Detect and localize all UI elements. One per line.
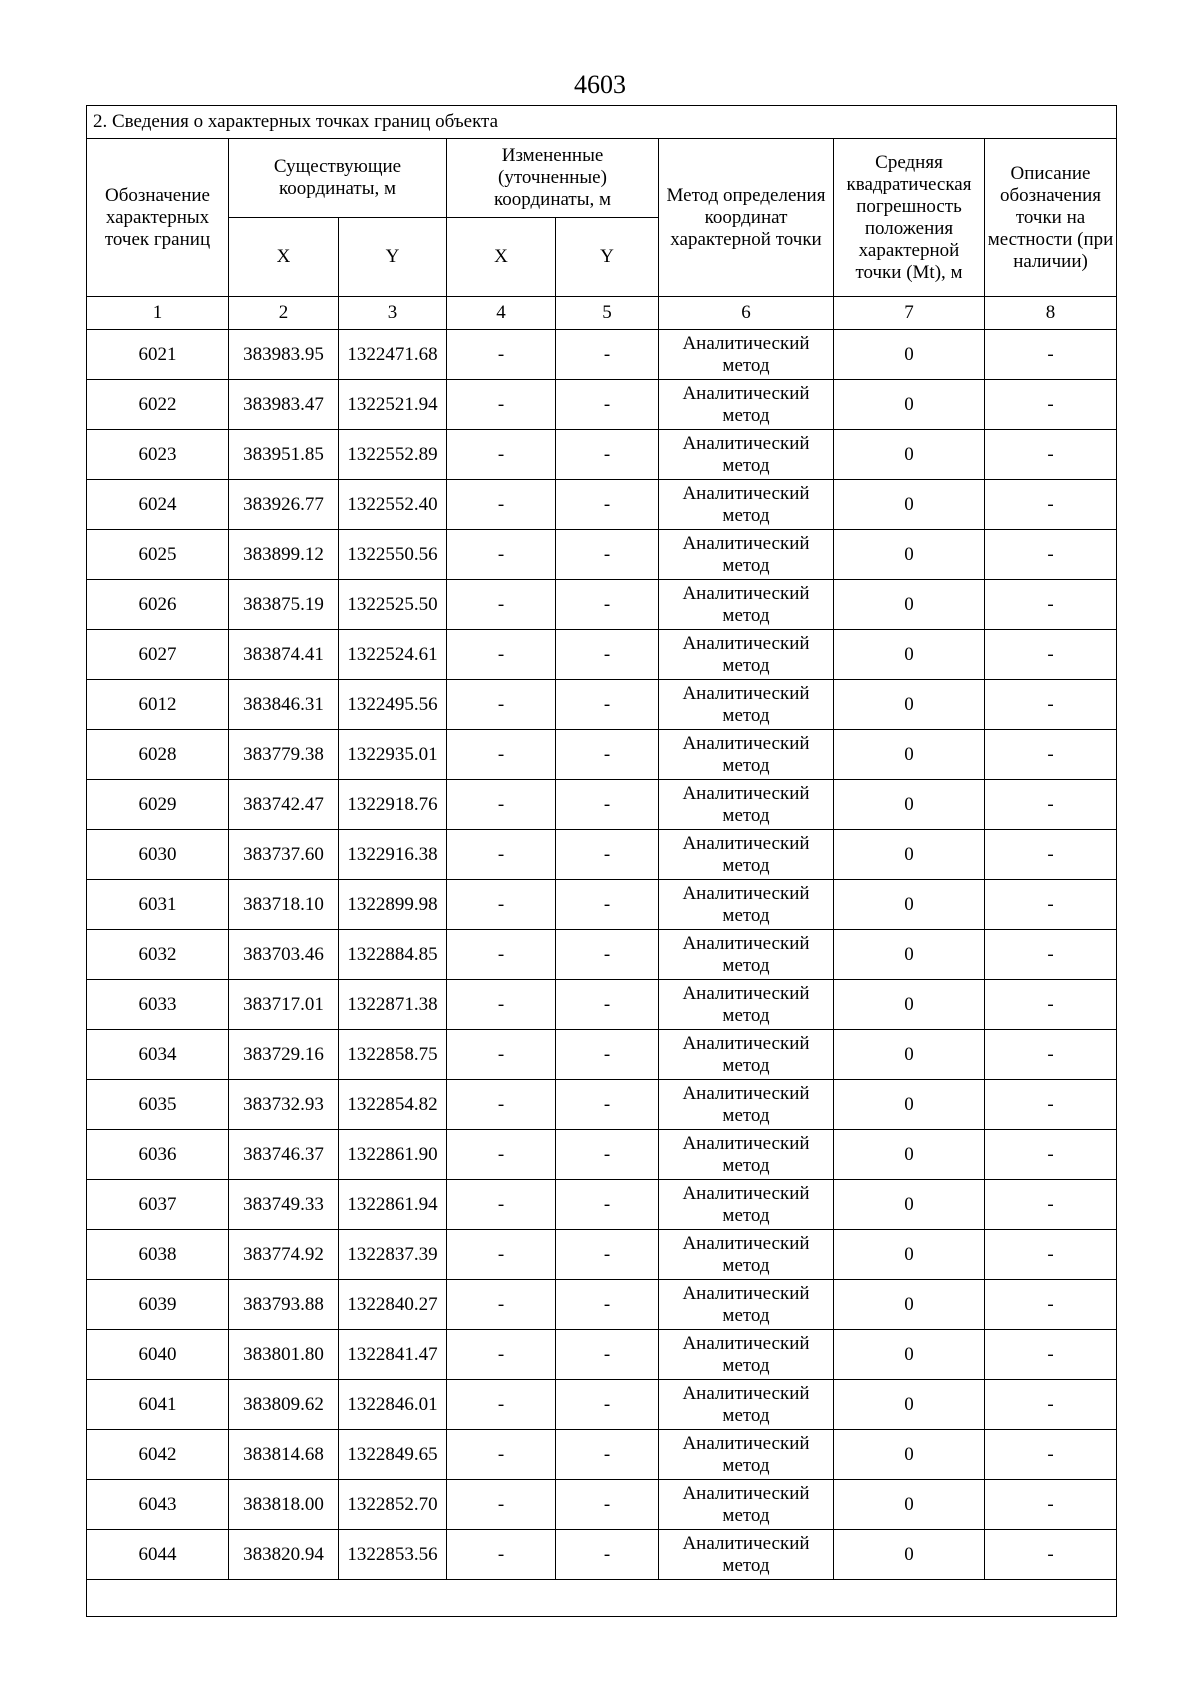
table-row	[87, 730, 1117, 780]
existing-x-cell: 383774.92	[229, 1230, 339, 1280]
description-cell: -	[985, 330, 1117, 380]
point-cell: 6041	[87, 1380, 229, 1430]
page-number: 4603	[574, 70, 626, 99]
table-row	[87, 780, 1117, 830]
existing-x-cell: 383846.31	[229, 680, 339, 730]
table-row	[87, 330, 1117, 380]
description-cell: -	[985, 1530, 1117, 1580]
changed-x-cell: -	[447, 480, 556, 530]
empty-footer-cell	[87, 1580, 1117, 1617]
column-number: 8	[985, 297, 1117, 330]
accuracy-cell: 0	[834, 380, 985, 430]
accuracy-cell: 0	[834, 1430, 985, 1480]
changed-y-cell: -	[556, 380, 659, 430]
method-cell: Аналитический метод	[659, 1180, 834, 1230]
existing-y-cell: 1322861.90	[339, 1130, 447, 1180]
changed-x-cell: -	[447, 530, 556, 580]
changed-y-cell: -	[556, 1330, 659, 1380]
method-cell: Аналитический метод	[659, 1130, 834, 1180]
section-title: 2. Сведения о характерных точках границ объекта	[87, 106, 1117, 139]
existing-x-cell: 383820.94	[229, 1530, 339, 1580]
changed-x-cell: -	[447, 1230, 556, 1280]
existing-x-cell: 383875.19	[229, 580, 339, 630]
existing-y-cell: 1322840.27	[339, 1280, 447, 1330]
existing-x-cell: 383717.01	[229, 980, 339, 1030]
method-cell: Аналитический метод	[659, 480, 834, 530]
existing-x-cell: 383703.46	[229, 930, 339, 980]
description-cell: -	[985, 1030, 1117, 1080]
changed-x-cell: -	[447, 1530, 556, 1580]
method-cell: Аналитический метод	[659, 530, 834, 580]
column-number-row	[87, 297, 1117, 330]
table-row	[87, 430, 1117, 480]
method-cell: Аналитический метод	[659, 580, 834, 630]
description-cell: -	[985, 780, 1117, 830]
changed-x-cell: -	[447, 1180, 556, 1230]
existing-x-cell: 383814.68	[229, 1430, 339, 1480]
existing-x-cell: 383809.62	[229, 1380, 339, 1430]
changed-y-cell: -	[556, 930, 659, 980]
changed-x-cell: -	[447, 980, 556, 1030]
existing-y-cell: 1322471.68	[339, 330, 447, 380]
method-cell: Аналитический метод	[659, 1230, 834, 1280]
description-cell: -	[985, 1080, 1117, 1130]
boundary-points-table	[86, 105, 1117, 1617]
accuracy-cell: 0	[834, 680, 985, 730]
accuracy-cell: 0	[834, 1380, 985, 1430]
table-row	[87, 530, 1117, 580]
description-cell: -	[985, 1430, 1117, 1480]
table-row	[87, 680, 1117, 730]
header-point: Обозначение характерных точек границ	[87, 139, 229, 297]
method-cell: Аналитический метод	[659, 630, 834, 680]
existing-y-cell: 1322918.76	[339, 780, 447, 830]
point-cell: 6027	[87, 630, 229, 680]
table-row	[87, 1480, 1117, 1530]
existing-x-cell: 383983.47	[229, 380, 339, 430]
point-cell: 6038	[87, 1230, 229, 1280]
existing-y-cell: 1322552.89	[339, 430, 447, 480]
changed-y-cell: -	[556, 430, 659, 480]
changed-y-cell: -	[556, 480, 659, 530]
method-cell: Аналитический метод	[659, 830, 834, 880]
table-row	[87, 480, 1117, 530]
existing-x-cell: 383718.10	[229, 880, 339, 930]
existing-x-cell: 383742.47	[229, 780, 339, 830]
changed-y-cell: -	[556, 330, 659, 380]
changed-x-cell: -	[447, 1380, 556, 1430]
changed-y-cell: -	[556, 1130, 659, 1180]
accuracy-cell: 0	[834, 1530, 985, 1580]
point-cell: 6039	[87, 1280, 229, 1330]
existing-y-cell: 1322846.01	[339, 1380, 447, 1430]
changed-y-cell: -	[556, 1430, 659, 1480]
header-existing-coords: Существующие координаты, м	[229, 139, 447, 218]
changed-y-cell: -	[556, 880, 659, 930]
table-row	[87, 1180, 1117, 1230]
changed-y-cell: -	[556, 830, 659, 880]
accuracy-cell: 0	[834, 330, 985, 380]
point-cell: 6034	[87, 1030, 229, 1080]
description-cell: -	[985, 730, 1117, 780]
table-row	[87, 980, 1117, 1030]
empty-footer-row	[87, 1580, 1117, 1617]
existing-x-cell: 383749.33	[229, 1180, 339, 1230]
point-cell: 6037	[87, 1180, 229, 1230]
description-cell: -	[985, 680, 1117, 730]
table-row	[87, 1380, 1117, 1430]
existing-y-cell: 1322852.70	[339, 1480, 447, 1530]
description-cell: -	[985, 530, 1117, 580]
point-cell: 6033	[87, 980, 229, 1030]
point-cell: 6040	[87, 1330, 229, 1380]
point-cell: 6028	[87, 730, 229, 780]
accuracy-cell: 0	[834, 1080, 985, 1130]
method-cell: Аналитический метод	[659, 980, 834, 1030]
changed-y-cell: -	[556, 1530, 659, 1580]
table-row	[87, 930, 1117, 980]
header-changed-y: Y	[556, 218, 659, 297]
table-row	[87, 880, 1117, 930]
header-accuracy: Средняя квадратическая погрешность положения характерной точки (Mt), м	[834, 139, 985, 297]
changed-y-cell: -	[556, 530, 659, 580]
column-number: 3	[339, 297, 447, 330]
existing-y-cell: 1322861.94	[339, 1180, 447, 1230]
point-cell: 6012	[87, 680, 229, 730]
changed-y-cell: -	[556, 680, 659, 730]
existing-x-cell: 383729.16	[229, 1030, 339, 1080]
changed-x-cell: -	[447, 780, 556, 830]
existing-y-cell: 1322550.56	[339, 530, 447, 580]
changed-y-cell: -	[556, 1380, 659, 1430]
header-changed-x: X	[447, 218, 556, 297]
point-cell: 6043	[87, 1480, 229, 1530]
existing-x-cell: 383732.93	[229, 1080, 339, 1130]
description-cell: -	[985, 580, 1117, 630]
point-cell: 6035	[87, 1080, 229, 1130]
accuracy-cell: 0	[834, 880, 985, 930]
accuracy-cell: 0	[834, 1480, 985, 1530]
column-number: 4	[447, 297, 556, 330]
description-cell: -	[985, 380, 1117, 430]
accuracy-cell: 0	[834, 1180, 985, 1230]
table-row	[87, 630, 1117, 680]
table-row	[87, 1230, 1117, 1280]
changed-x-cell: -	[447, 630, 556, 680]
accuracy-cell: 0	[834, 1230, 985, 1280]
point-cell: 6031	[87, 880, 229, 930]
existing-y-cell: 1322837.39	[339, 1230, 447, 1280]
changed-y-cell: -	[556, 1180, 659, 1230]
column-number: 5	[556, 297, 659, 330]
existing-y-cell: 1322524.61	[339, 630, 447, 680]
accuracy-cell: 0	[834, 1280, 985, 1330]
method-cell: Аналитический метод	[659, 680, 834, 730]
table-body	[87, 330, 1117, 1580]
method-cell: Аналитический метод	[659, 880, 834, 930]
accuracy-cell: 0	[834, 1330, 985, 1380]
changed-x-cell: -	[447, 830, 556, 880]
changed-x-cell: -	[447, 1430, 556, 1480]
changed-y-cell: -	[556, 580, 659, 630]
existing-x-cell: 383926.77	[229, 480, 339, 530]
changed-y-cell: -	[556, 980, 659, 1030]
existing-y-cell: 1322854.82	[339, 1080, 447, 1130]
section-title-row	[87, 106, 1117, 139]
existing-y-cell: 1322525.50	[339, 580, 447, 630]
method-cell: Аналитический метод	[659, 1030, 834, 1080]
description-cell: -	[985, 630, 1117, 680]
point-cell: 6021	[87, 330, 229, 380]
table-row	[87, 1430, 1117, 1480]
table-row	[87, 830, 1117, 880]
existing-y-cell: 1322853.56	[339, 1530, 447, 1580]
description-cell: -	[985, 1280, 1117, 1330]
changed-y-cell: -	[556, 730, 659, 780]
point-cell: 6042	[87, 1430, 229, 1480]
method-cell: Аналитический метод	[659, 930, 834, 980]
method-cell: Аналитический метод	[659, 380, 834, 430]
table-row	[87, 1080, 1117, 1130]
changed-x-cell: -	[447, 730, 556, 780]
accuracy-cell: 0	[834, 780, 985, 830]
description-cell: -	[985, 1480, 1117, 1530]
changed-x-cell: -	[447, 1030, 556, 1080]
method-cell: Аналитический метод	[659, 330, 834, 380]
changed-y-cell: -	[556, 1230, 659, 1280]
existing-x-cell: 383818.00	[229, 1480, 339, 1530]
existing-y-cell: 1322884.85	[339, 930, 447, 980]
changed-x-cell: -	[447, 680, 556, 730]
changed-x-cell: -	[447, 430, 556, 480]
accuracy-cell: 0	[834, 980, 985, 1030]
existing-y-cell: 1322916.38	[339, 830, 447, 880]
header-changed-coords: Измененные (уточненные) координаты, м	[447, 139, 659, 218]
existing-x-cell: 383983.95	[229, 330, 339, 380]
method-cell: Аналитический метод	[659, 730, 834, 780]
changed-y-cell: -	[556, 630, 659, 680]
accuracy-cell: 0	[834, 430, 985, 480]
changed-y-cell: -	[556, 1080, 659, 1130]
table-row	[87, 1030, 1117, 1080]
header-existing-y: Y	[339, 218, 447, 297]
description-cell: -	[985, 880, 1117, 930]
description-cell: -	[985, 1180, 1117, 1230]
point-cell: 6032	[87, 930, 229, 980]
method-cell: Аналитический метод	[659, 430, 834, 480]
point-cell: 6026	[87, 580, 229, 630]
point-cell: 6036	[87, 1130, 229, 1180]
column-number: 7	[834, 297, 985, 330]
existing-x-cell: 383951.85	[229, 430, 339, 480]
table-row	[87, 380, 1117, 430]
method-cell: Аналитический метод	[659, 1380, 834, 1430]
column-number: 6	[659, 297, 834, 330]
changed-y-cell: -	[556, 1480, 659, 1530]
table-row	[87, 1530, 1117, 1580]
changed-x-cell: -	[447, 1130, 556, 1180]
method-cell: Аналитический метод	[659, 780, 834, 830]
point-cell: 6022	[87, 380, 229, 430]
description-cell: -	[985, 1330, 1117, 1380]
description-cell: -	[985, 980, 1117, 1030]
accuracy-cell: 0	[834, 830, 985, 880]
description-cell: -	[985, 830, 1117, 880]
method-cell: Аналитический метод	[659, 1280, 834, 1330]
changed-x-cell: -	[447, 1280, 556, 1330]
method-cell: Аналитический метод	[659, 1430, 834, 1480]
accuracy-cell: 0	[834, 1130, 985, 1180]
accuracy-cell: 0	[834, 580, 985, 630]
point-cell: 6044	[87, 1530, 229, 1580]
changed-x-cell: -	[447, 1480, 556, 1530]
existing-x-cell: 383801.80	[229, 1330, 339, 1380]
existing-y-cell: 1322841.47	[339, 1330, 447, 1380]
column-number: 2	[229, 297, 339, 330]
description-cell: -	[985, 430, 1117, 480]
existing-x-cell: 383874.41	[229, 630, 339, 680]
changed-y-cell: -	[556, 780, 659, 830]
changed-x-cell: -	[447, 880, 556, 930]
existing-y-cell: 1322871.38	[339, 980, 447, 1030]
point-cell: 6025	[87, 530, 229, 580]
existing-x-cell: 383779.38	[229, 730, 339, 780]
existing-x-cell: 383737.60	[229, 830, 339, 880]
existing-y-cell: 1322858.75	[339, 1030, 447, 1080]
changed-x-cell: -	[447, 1330, 556, 1380]
changed-y-cell: -	[556, 1280, 659, 1330]
changed-y-cell: -	[556, 1030, 659, 1080]
point-cell: 6030	[87, 830, 229, 880]
header-method: Метод определения координат характерной точки	[659, 139, 834, 297]
table-row	[87, 1330, 1117, 1380]
header-description: Описание обозначения точки на местности (при наличии)	[985, 139, 1117, 297]
changed-x-cell: -	[447, 580, 556, 630]
point-cell: 6023	[87, 430, 229, 480]
changed-x-cell: -	[447, 1080, 556, 1130]
point-cell: 6029	[87, 780, 229, 830]
method-cell: Аналитический метод	[659, 1480, 834, 1530]
accuracy-cell: 0	[834, 630, 985, 680]
description-cell: -	[985, 480, 1117, 530]
changed-x-cell: -	[447, 930, 556, 980]
existing-x-cell: 383793.88	[229, 1280, 339, 1330]
changed-x-cell: -	[447, 380, 556, 430]
description-cell: -	[985, 1230, 1117, 1280]
table-row	[87, 1280, 1117, 1330]
accuracy-cell: 0	[834, 930, 985, 980]
accuracy-cell: 0	[834, 730, 985, 780]
method-cell: Аналитический метод	[659, 1530, 834, 1580]
table-row	[87, 580, 1117, 630]
description-cell: -	[985, 1130, 1117, 1180]
description-cell: -	[985, 930, 1117, 980]
existing-y-cell: 1322495.56	[339, 680, 447, 730]
changed-x-cell: -	[447, 330, 556, 380]
existing-y-cell: 1322521.94	[339, 380, 447, 430]
method-cell: Аналитический метод	[659, 1080, 834, 1130]
point-cell: 6024	[87, 480, 229, 530]
accuracy-cell: 0	[834, 530, 985, 580]
existing-y-cell: 1322849.65	[339, 1430, 447, 1480]
description-cell: -	[985, 1380, 1117, 1430]
existing-x-cell: 383899.12	[229, 530, 339, 580]
accuracy-cell: 0	[834, 480, 985, 530]
existing-y-cell: 1322935.01	[339, 730, 447, 780]
existing-y-cell: 1322899.98	[339, 880, 447, 930]
table-row	[87, 1130, 1117, 1180]
existing-y-cell: 1322552.40	[339, 480, 447, 530]
accuracy-cell: 0	[834, 1030, 985, 1080]
existing-x-cell: 383746.37	[229, 1130, 339, 1180]
column-number: 1	[87, 297, 229, 330]
header-row-1	[87, 139, 1117, 218]
header-existing-x: X	[229, 218, 339, 297]
method-cell: Аналитический метод	[659, 1330, 834, 1380]
